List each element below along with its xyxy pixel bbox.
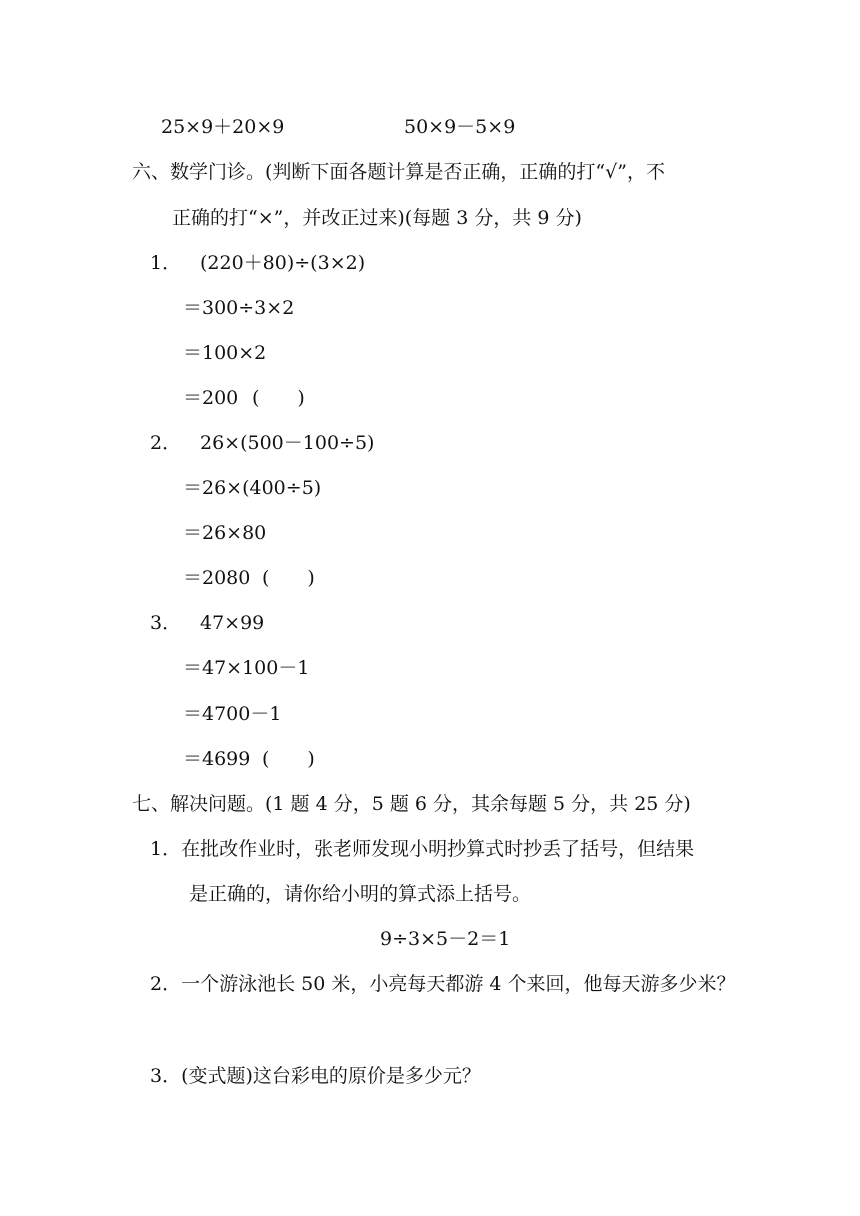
problem-2-expression: 26×(500－100÷5) bbox=[200, 432, 375, 454]
question-1-expression: 9÷3×5－2＝1 bbox=[380, 928, 511, 950]
problem-1-step-2: ＝100×2 bbox=[183, 342, 267, 364]
problem-3-step-1: ＝47×100－1 bbox=[183, 657, 310, 679]
section6-title-line1: 六、数学门诊。(判断下面各题计算是否正确，正确的打“√”，不 bbox=[132, 161, 665, 183]
problem-2-step-3: ＝2080 bbox=[183, 567, 251, 589]
question-2: 2．一个游泳池长 50 米，小亮每天都游 4 个来回，他每天游多少米？ bbox=[150, 973, 736, 995]
problem-1-step-1: ＝300÷3×2 bbox=[183, 297, 295, 319]
question-3: 3．(变式题)这台彩电的原价是多少元？ bbox=[150, 1065, 481, 1087]
problem-2-step-2: ＝26×80 bbox=[183, 522, 267, 544]
problem-3-expression: 47×99 bbox=[200, 612, 265, 634]
top-expression-1: 25×9＋20×9 bbox=[161, 116, 285, 138]
question-1-line1: 1．在批改作业时，张老师发现小明抄算式时抄丢了括号，但结果 bbox=[150, 838, 695, 860]
question-1-line2: 是正确的，请你给小明的算式添上括号。 bbox=[189, 883, 532, 905]
top-expression-2: 50×9－5×9 bbox=[404, 116, 516, 138]
problem-1-answer-blank[interactable]: ( ) bbox=[252, 387, 305, 409]
problem-1-step-3: ＝200 bbox=[183, 387, 239, 409]
problem-2-answer-blank[interactable]: ( ) bbox=[262, 567, 315, 589]
problem-2-step-1: ＝26×(400÷5) bbox=[183, 477, 322, 499]
problem-1-number: 1． bbox=[150, 252, 182, 274]
section7-title: 七、解决问题。(1 题 4 分，5 题 6 分，其余每题 5 分，共 25 分) bbox=[132, 793, 691, 815]
section6-title-line2: 正确的打“×”，并改正过来)(每题 3 分，共 9 分) bbox=[172, 207, 582, 229]
problem-3-step-2: ＝4700－1 bbox=[183, 703, 282, 725]
problem-1-expression: (220＋80)÷(3×2) bbox=[200, 252, 366, 274]
problem-2-number: 2． bbox=[150, 432, 182, 454]
problem-3-number: 3． bbox=[150, 612, 182, 634]
problem-3-step-3: ＝4699 bbox=[183, 748, 251, 770]
problem-3-answer-blank[interactable]: ( ) bbox=[262, 748, 315, 770]
